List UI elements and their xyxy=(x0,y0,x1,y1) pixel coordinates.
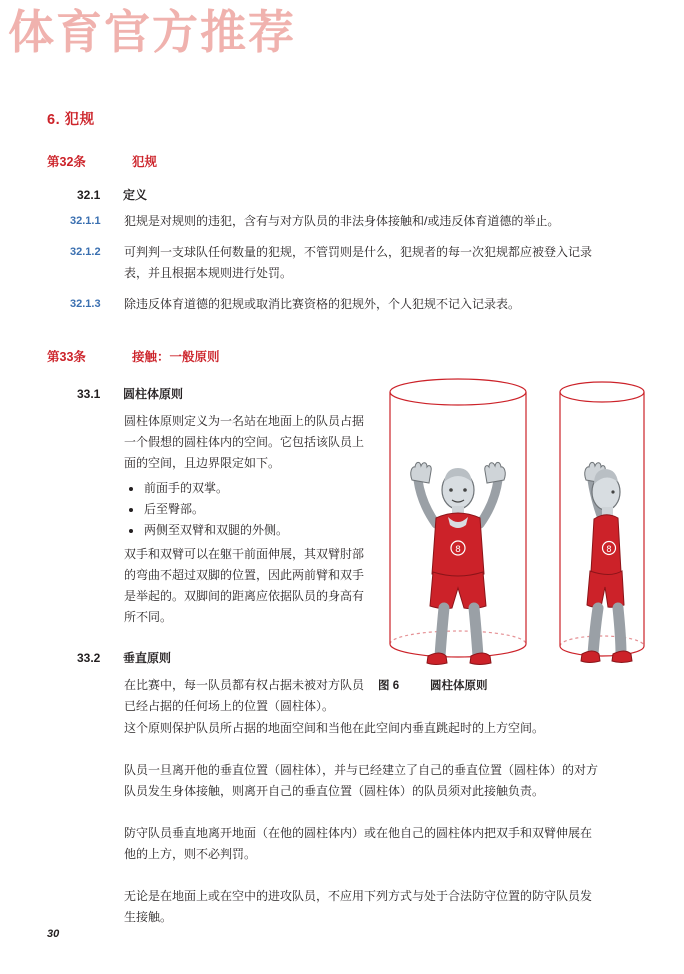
subheading-title: 圆柱体原则 xyxy=(123,387,184,401)
subheading-title: 定义 xyxy=(123,188,148,202)
paragraph-vertical-2: 这个原则保护队员所占据的地面空间和当他在此空间内垂直跳起时的上方空间。 xyxy=(124,721,545,735)
article-title: 接触：一般原则 xyxy=(132,350,220,364)
article-number: 第32条 xyxy=(47,155,86,169)
cylinder-figure-svg xyxy=(378,372,648,672)
figure-label: 图 6 xyxy=(378,680,400,692)
clause-text: 可判判一支球队任何数量的犯规，不管罚则是什么，犯规者的每一次犯规都应被登入记录表，并且根据本规则进行处罚。 xyxy=(124,245,593,280)
clause-index: 32.1.3 xyxy=(70,298,101,310)
cylinder-bullet-list xyxy=(124,478,374,541)
clause-text: 犯规是对规则的违犯，含有与对方队员的非法身体接触和/或违反体育道德的举止。 xyxy=(124,214,560,228)
subheading-32-1 xyxy=(77,186,147,203)
clause-index: 32.1.1 xyxy=(70,215,101,227)
player-front-illustration xyxy=(411,462,505,664)
clause-32-1-1 xyxy=(70,211,610,232)
subheading-number: 33.2 xyxy=(77,651,101,665)
clause-32-1-2 xyxy=(70,242,610,284)
subheading-title: 垂直原则 xyxy=(123,651,172,665)
article-number: 第33条 xyxy=(47,350,86,364)
list-item: 前面手的双掌。 xyxy=(124,478,374,499)
svg-text:8: 8 xyxy=(455,545,461,555)
clause-text: 除违反体育道德的犯规或取消比赛资格的犯规外，个人犯规不记入记录表。 xyxy=(124,297,521,311)
paragraph-vertical-1: 在比赛中，每一队员都有权占据未被对方队员已经占据的任何场上的位置（圆柱体）。 xyxy=(124,678,365,713)
page-number: 30 xyxy=(47,928,60,940)
subheading-33-2 xyxy=(77,649,171,666)
subheading-number: 32.1 xyxy=(77,188,101,202)
clause-index: 32.1.2 xyxy=(70,246,101,258)
list-item: 两侧至双臂和双腿的外侧。 xyxy=(124,520,374,541)
svg-text:8: 8 xyxy=(606,545,612,555)
list-item: 后至臀部。 xyxy=(124,499,374,520)
figure-cylinder-principle xyxy=(378,372,648,672)
article-title: 犯规 xyxy=(132,155,158,169)
player-side-illustration xyxy=(581,462,632,662)
figure-caption xyxy=(378,677,488,693)
clause-32-1-3 xyxy=(70,294,610,315)
section-heading: 6. 犯规 xyxy=(47,112,95,128)
watermark-text: 体育官方推荐 xyxy=(8,5,296,59)
article-heading-33 xyxy=(47,347,220,365)
paragraph-vertical-5: 无论是在地面上或在空中的进攻队员，不应用下列方式与处于合法防守位置的防守队员发生接触。 xyxy=(124,889,593,924)
figure-caption-text: 圆柱体原则 xyxy=(430,680,488,692)
subheading-number: 33.1 xyxy=(77,387,101,401)
paragraph-cylinder-after: 双手和双臂可以在躯干前面伸展，其双臂肘部的弯曲不超过双脚的位置，因此两前臂和双手是举起的。双脚间的距离应依据队员的身高有所不同。 xyxy=(124,547,365,624)
article-heading-32 xyxy=(47,152,157,170)
paragraph-cylinder-intro: 圆柱体原则定义为一名站在地面上的队员占据一个假想的圆柱体内的空间。它包括该队员上面的空间，且边界限定如下。 xyxy=(124,414,365,470)
paragraph-vertical-4: 防守队员垂直地离开地面（在他的圆柱体内）或在他自己的圆柱体内把双手和双臂伸展在他的上方，则不必判罚。 xyxy=(124,826,593,861)
paragraph-vertical-3: 队员一旦离开他的垂直位置（圆柱体），并与已经建立了自己的垂直位置（圆柱体）的对方队员发生身体接触，则离开自己的垂直位置（圆柱体）的队员须对此接触负责。 xyxy=(124,763,599,798)
subheading-33-1 xyxy=(77,385,183,402)
